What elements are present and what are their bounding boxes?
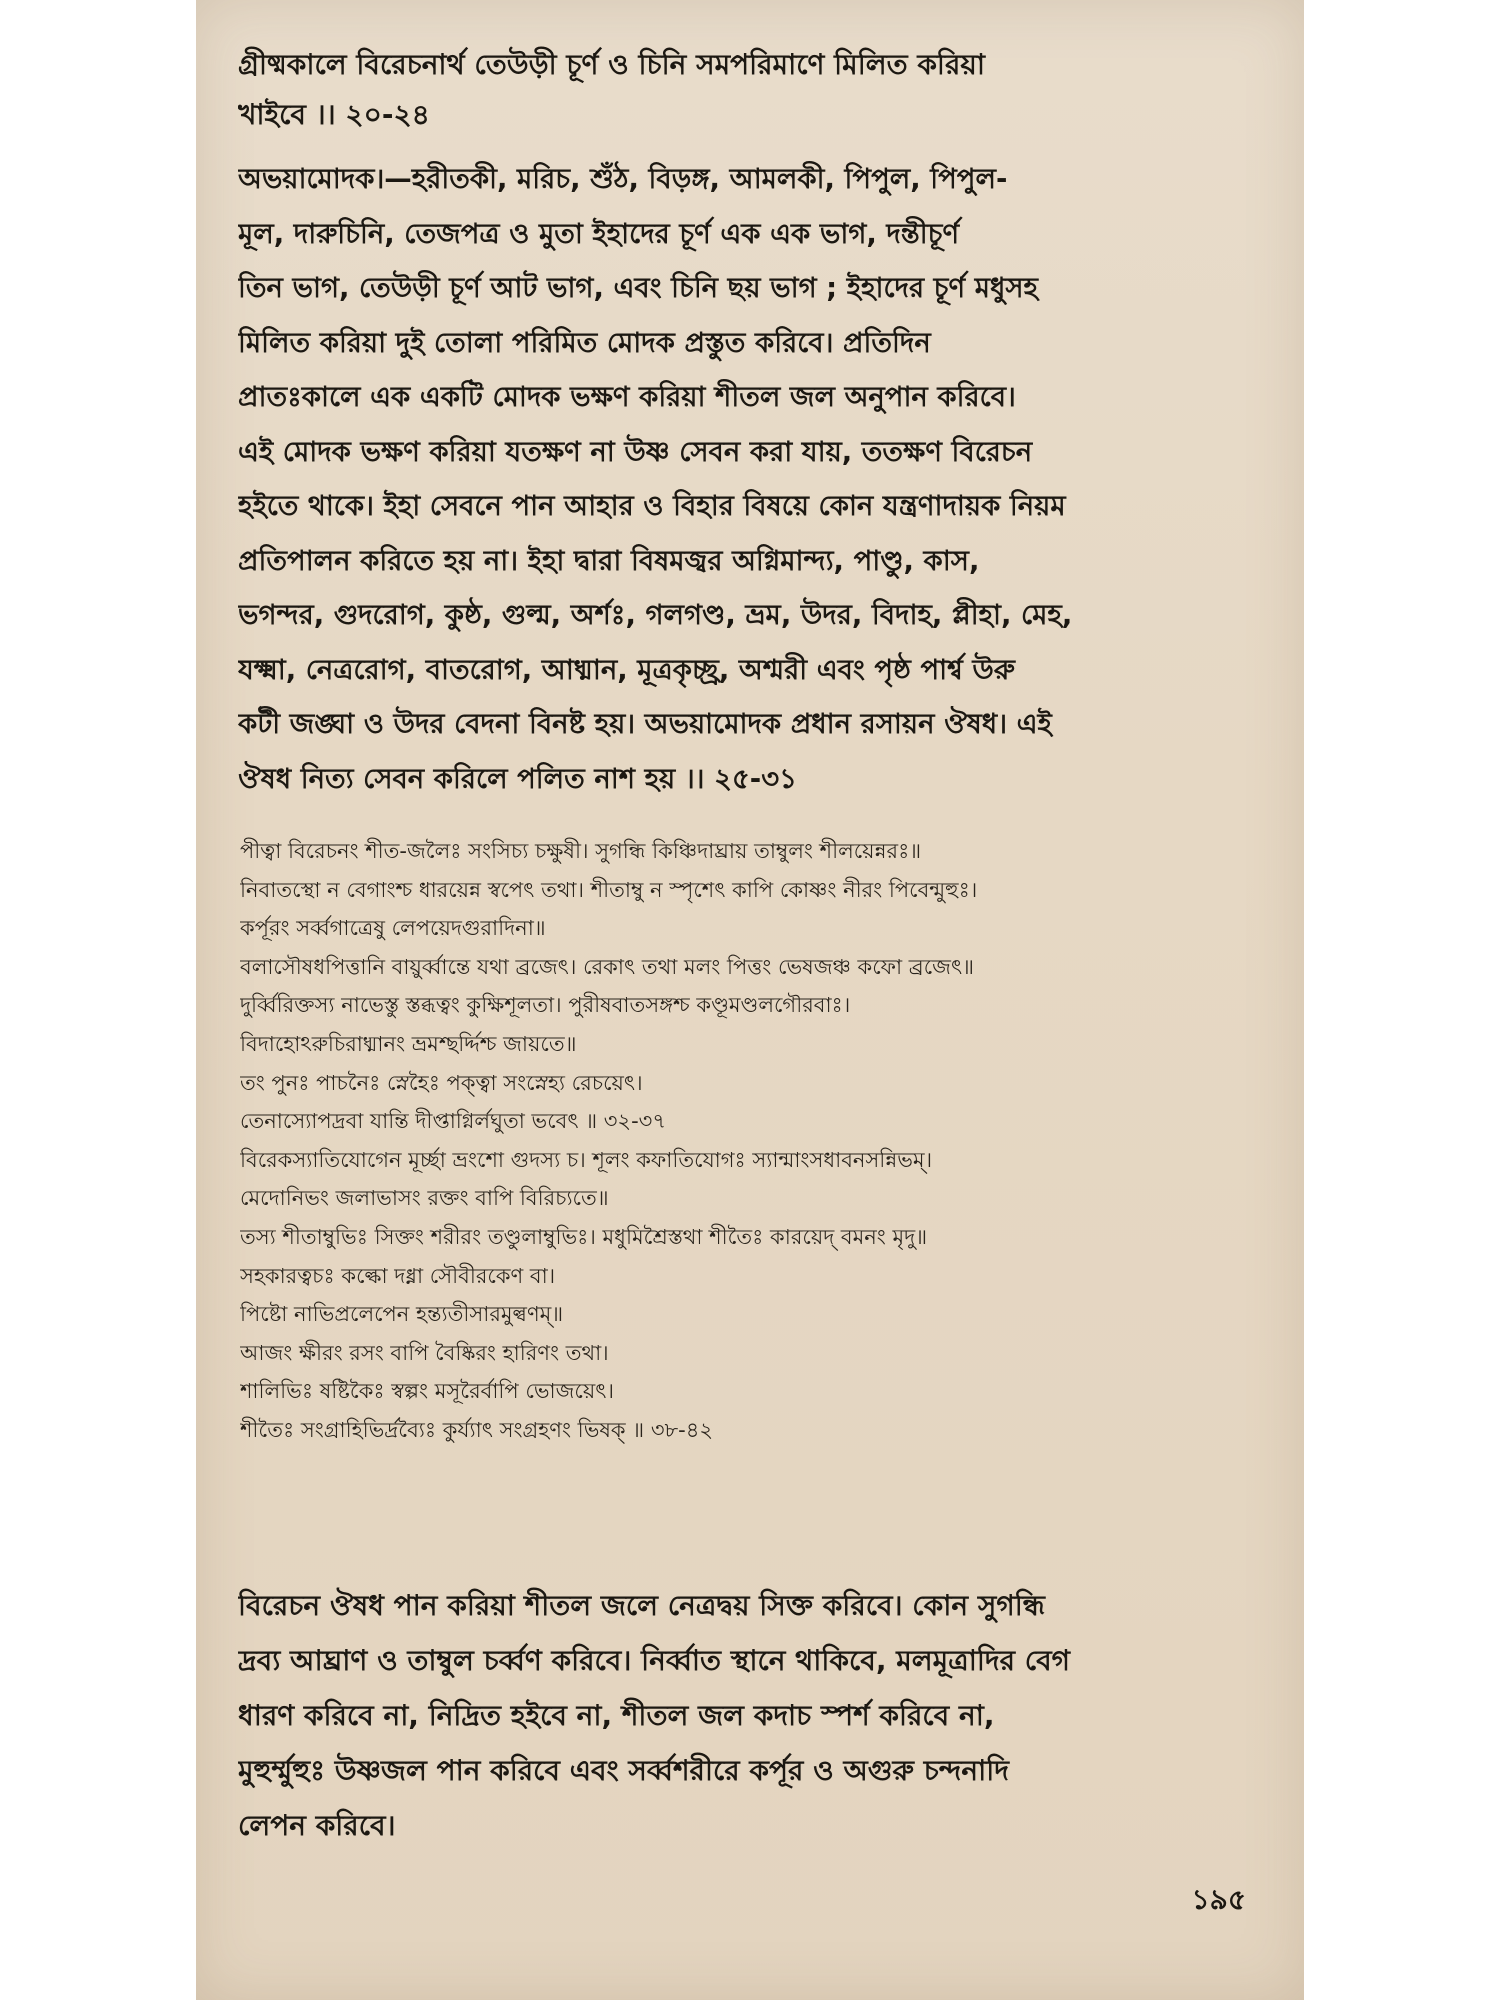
verse-line: তেনাস্যোপদ্রবা যান্তি দীপ্তাগ্নির্লঘুতা ভবেৎ ॥ ৩২-৩৭: [240, 1109, 666, 1134]
book-page: [196, 0, 1304, 2000]
verse-line: বলাসৌষধপিত্তানি বায়ুর্ব্বান্তে যথা ব্রজেৎ। রেকাৎ তথা মলং পিত্তং ভেষজঞ্চ কফো ব্রজেৎ॥: [240, 954, 975, 979]
text-line: তিন ভাগ, তেউড়ী চূর্ণ আট ভাগ, এবং চিনি ছয় ভাগ ; ইহাদের চূর্ণ মধুসহ: [238, 272, 1039, 304]
text-line: মূল, দারুচিনি, তেজপত্র ও মুতা ইহাদের চূর্ণ এক এক ভাগ, দন্তীচূর্ণ: [238, 217, 960, 250]
verse-line: পীত্বা বিরেচনং শীত-জলৈঃ সংসিচ্য চক্ষুষী। সুগন্ধি কিঞ্চিদাঘ্রায় তাম্বুলং শীলয়েন্নরঃ॥: [240, 839, 922, 863]
text-line: মিলিত করিয়া দুই তোলা পরিমিত মোদক প্রস্তুত করিবে। প্রতিদিন: [238, 326, 931, 359]
text-line: দ্রব্য আঘ্রাণ ও তাম্বুল চর্ব্বণ করিবে। নির্ব্বাত স্থানে থাকিবে, মলমূত্রাদির বেগ: [238, 1644, 1071, 1677]
verse-line: সহকারত্বচঃ কল্কো দধ্না সৌবীরকেণ বা।: [240, 1263, 556, 1288]
verse-line: শালিভিঃ ষষ্টিকৈঃ স্বল্পং মসূরৈর্বাপি ভোজয়েৎ।: [240, 1379, 614, 1404]
sanskrit-verses: [240, 832, 1272, 1450]
paragraph-abhayamodaka: [238, 152, 1270, 806]
text-line: ঔষধ নিত্য সেবন করিলে পলিত নাশ হয় ।। ২৫-৩১: [238, 762, 797, 795]
verse-line: শীতৈঃ সংগ্রাহিভির্দ্রব্যৈঃ কুর্য্যাৎ সংগ্রহণং ভিষক্ ॥ ৩৮-৪২: [240, 1417, 713, 1442]
verse-line: পিষ্টো নাভিপ্রলেপেন হন্ত্যতীসারমুল্বণম্॥: [240, 1302, 564, 1327]
text-line: কটী জঙ্ঘা ও উদর বেদনা বিনষ্ট হয়। অভয়ামোদক প্রধান রসায়ন ঔষধ। এই: [238, 708, 1052, 740]
text-line: প্রতিপালন করিতে হয় না। ইহা দ্বারা বিষমজ্বর অগ্নিমান্দ্য, পাণ্ডু, কাস,: [238, 544, 980, 577]
text-line: হইতে থাকে। ইহা সেবনে পান আহার ও বিহার বিষয়ে কোন যন্ত্রণাদায়ক নিয়ম: [238, 490, 1066, 522]
verse-line: বিরেকস্যাতিযোগেন মূর্চ্ছা ভ্রংশো গুদস্য চ। শূলং কফাতিযোগঃ স্যান্মাংসধাবনসন্নিভম্।: [240, 1147, 933, 1172]
verse-line: নিবাতস্থো ন বেগাংশ্চ ধারয়েন্ন স্বপেৎ তথা। শীতাম্বু ন স্পৃশেৎ কাপি কোষ্ণং নীরং পিবেন্মুহুঃ।: [240, 877, 978, 902]
text-line: লেপন করিবে।: [238, 1809, 396, 1842]
text-line: প্রাতঃকালে এক একটি মোদক ভক্ষণ করিয়া শীতল জল অনুপান করিবে।: [238, 381, 1016, 413]
verse-line: বিদাহোঽরুচিরাধ্মানং ভ্রমশ্ছর্দ্দিশ্চ জায়তে॥: [240, 1031, 577, 1056]
text-line: গ্রীষ্মকালে বিরেচনার্থ তেউড়ী চূর্ণ ও চিনি সমপরিমাণে মিলিত করিয়া: [238, 48, 985, 81]
text-line: মুহুর্ম্মুহুঃ উষ্ণজল পান করিবে এবং সর্ব্বশরীরে কর্পূর ও অগুরু চন্দনাদি: [238, 1754, 1009, 1787]
verse-line: দুর্ব্বিরিক্তস্য নাভেস্তু স্তব্ধত্বং কুক্ষিশূলতা। পুরীষবাতসঙ্গশ্চ কণ্ডূমণ্ডলগৌরবাঃ।: [240, 993, 851, 1018]
text-line: খাইবে ।। ২০-২৪: [238, 98, 430, 131]
text-line: ভগন্দর, গুদরোগ, কুষ্ঠ, গুল্ম, অর্শঃ, গলগণ্ড, ভ্রম, উদর, বিদাহ, প্লীহা, মেহ,: [238, 599, 1073, 631]
paragraph-purgative-summer: [238, 40, 1270, 140]
verse-line: মেদোনিভং জলাভাসং রক্তং বাপি বিরিচ্যতে॥: [240, 1186, 609, 1211]
verse-line: তস্য শীতাম্বুভিঃ সিক্তং শরীরং তণ্ডুলাম্বুভিঃ। মধুমিশ্রৈস্তথা শীতৈঃ কারয়েদ্ বমনং মৃদু॥: [240, 1224, 928, 1249]
text-line: অভয়ামোদক।—হরীতকী, মরিচ, শুঁঠ, বিড়ঙ্গ, আমলকী, পিপুল, পিপুল-: [238, 163, 1008, 195]
text-line: বিরেচন ঔষধ পান করিয়া শীতল জলে নেত্রদ্বয় সিক্ত করিবে। কোন সুগন্ধি: [238, 1589, 1045, 1622]
text-line: এই মোদক ভক্ষণ করিয়া যতক্ষণ না উষ্ণ সেবন করা যায়, ততক্ষণ বিরেচন: [238, 435, 1033, 468]
verse-line: কর্পূরং সর্ব্বগাত্রেষু লেপয়েদগুরাদিনা॥: [240, 916, 546, 941]
verse-line: আজং ক্ষীরং রসং বাপি বৈষ্কিরং হারিণং তথা।: [240, 1340, 609, 1365]
verse-line: তং পুনঃ পাচনৈঃ স্নেহৈঃ পক্ত্বা সংস্নেহ্য রেচয়েৎ।: [240, 1070, 643, 1095]
page-number: ১৯৫: [1191, 1883, 1246, 1916]
text-line: যক্ষ্মা, নেত্ররোগ, বাতরোগ, আধ্মান, মূত্রকৃচ্ছ্র, অশ্মরী এবং পৃষ্ঠ পার্শ্ব উরু: [238, 653, 1015, 686]
text-line: ধারণ করিবে না, নিদ্রিত হইবে না, শীতল জল কদাচ স্পর্শ করিবে না,: [238, 1699, 995, 1732]
paragraph-purgative-regimen: [238, 1578, 1270, 1853]
